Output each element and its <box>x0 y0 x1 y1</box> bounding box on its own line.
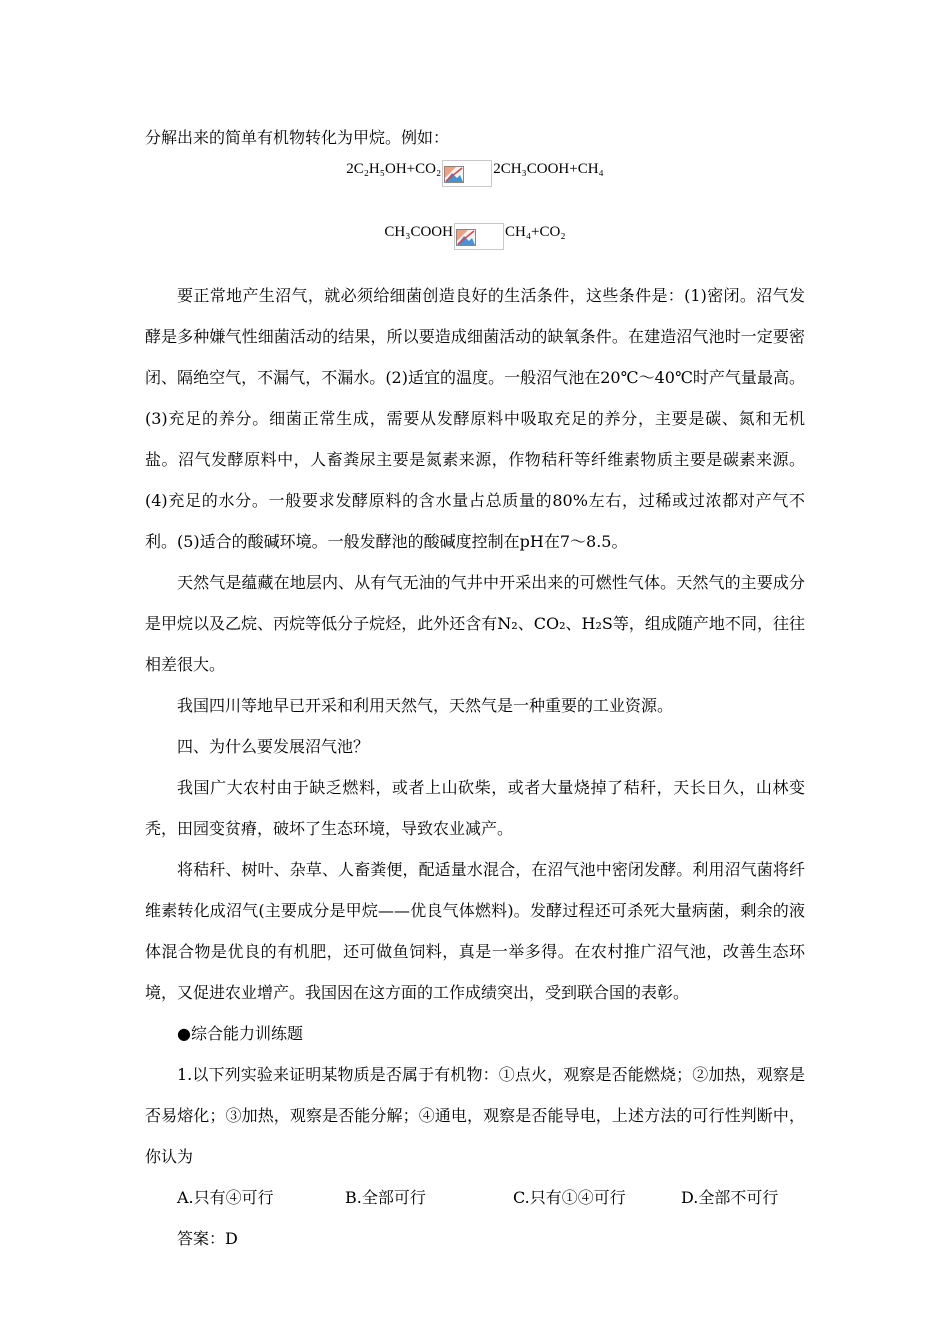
equation-1 <box>0 160 950 187</box>
equation-2-left: CH₃COOH <box>384 224 453 240</box>
section-heading: 四、为什么要发展沼气池？ <box>177 737 370 756</box>
exercise-heading: ●综合能力训练题 <box>177 1024 303 1043</box>
equation-1-right: 2CH₃COOH+CH₄ <box>493 161 604 177</box>
answer-choices <box>145 1177 805 1218</box>
equation-2 <box>0 223 950 250</box>
answer: 答案：D <box>177 1229 238 1248</box>
broken-image-icon <box>454 223 504 250</box>
document-body <box>145 275 805 1259</box>
equation-2-right: CH₄+CO₂ <box>504 224 566 240</box>
choice-b: B.全部可行 <box>345 1188 426 1207</box>
choice-a: A.只有④可行 <box>177 1188 274 1207</box>
paragraph-biogas-conditions: 要正常地产生沼气，就必须给细菌创造良好的生活条件，这些条件是：(1)密闭。沼气发酵是多种嫌气性细菌活动的结果，所以要造成细菌活动的缺氧条件。在建造沼气池时一定要密闭、隔绝空气，不漏气，不漏水。(2)适宜的温度。一般沼气池在20℃～40℃时产气量最高。(3)充足的养分。细菌正常生成，需要从发酵原料中吸取充足的养分，主要是碳、氮和无机盐。沼气发酵原料中，人畜粪尿主要是氮素来源，作物秸秆等纤维素物质主要是碳素来源。(4)充足的水分。一般要求发酵原料的含水量占总质量的80%左右，过稀或过浓都对产气不利。(5)适合的酸碱环境。一般发酵池的酸碱度控制在pH在7～8.5。 <box>145 286 805 551</box>
paragraph-fermentation: 将秸秆、树叶、杂草、人畜粪便，配适量水混合，在沼气池中密闭发酵。利用沼气菌将纤维素转化成沼气(主要成分是甲烷——优良气体燃料)。发酵过程还可杀死大量病菌，剩余的液体混合物是优良的有机肥，还可做鱼饲料，真是一举多得。在农村推广沼气池，改善生态环境，又促进农业增产。我国因在这方面的工作成绩突出，受到联合国的表彰。 <box>145 860 805 1002</box>
question-1: 1.以下列实验来证明某物质是否属于有机物：①点火，观察是否能燃烧；②加热，观察是否易熔化；③加热，观察是否能分解；④通电，观察是否能导电，上述方法的可行性判断中，你认为 <box>145 1065 805 1166</box>
paragraph-rural: 我国广大农村由于缺乏燃料，或者上山砍柴，或者大量烧掉了秸秆，天长日久，山林变秃，田园变贫瘠，破坏了生态环境，导致农业减产。 <box>145 778 805 838</box>
choice-c: C.只有①④可行 <box>513 1188 626 1207</box>
intro-line: 分解出来的简单有机物转化为甲烷。例如： <box>145 128 450 147</box>
equation-1-left: 2C₂H₅OH+CO₂ <box>346 161 442 177</box>
broken-image-icon <box>442 160 492 187</box>
paragraph-natural-gas: 天然气是蕴藏在地层内、从有气无油的气井中开采出来的可燃性气体。天然气的主要成分是甲烷以及乙烷、丙烷等低分子烷烃，此外还含有N₂、CO₂、H₂S等，组成随产地不同，往往相差很大。 <box>145 573 805 674</box>
paragraph-sichuan: 我国四川等地早已开采和利用天然气，天然气是一种重要的工业资源。 <box>177 696 674 715</box>
choice-d: D.全部不可行 <box>681 1188 779 1207</box>
